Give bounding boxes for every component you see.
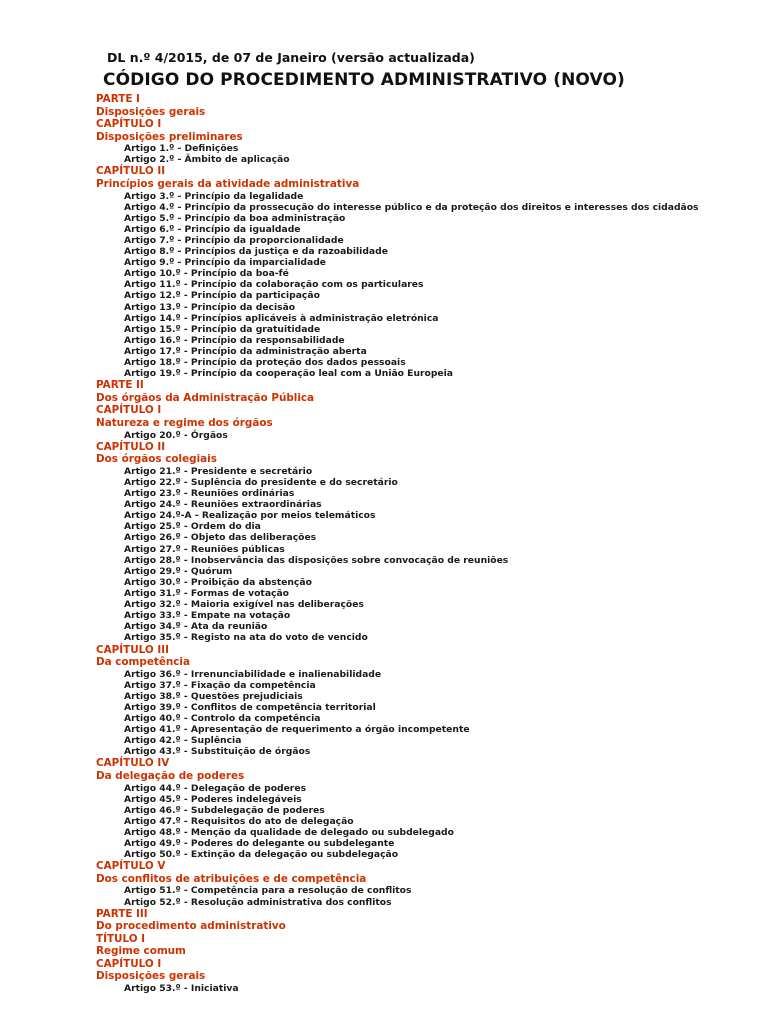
table-of-contents [0, 93, 768, 994]
toc-heading: CAPÍTULO I [96, 118, 162, 131]
toc-heading: Dos órgãos da Administração Pública [96, 391, 315, 404]
toc-article-link[interactable]: Artigo 33.º - Empate na votação [124, 610, 291, 622]
toc-article-link[interactable]: Artigo 52.º - Resolução administrativa dos conflitos [124, 896, 392, 908]
toc-heading: CAPÍTULO II [96, 440, 166, 453]
toc-article-link[interactable]: Artigo 23.º - Reuniões ordinárias [124, 487, 295, 499]
toc-heading: Dos órgãos colegiais [96, 453, 217, 466]
toc-article-link[interactable]: Artigo 15.º - Princípio da gratuitidade [124, 323, 321, 335]
toc-article-link[interactable]: Artigo 53.º - Iniciativa [124, 982, 239, 994]
toc-heading: Disposições preliminares [96, 130, 243, 143]
toc-article-link[interactable]: Artigo 36.º - Irrenunciabilidade e inalienabilidade [124, 668, 382, 680]
toc-heading: Regime comum [96, 945, 186, 958]
toc-article-link[interactable]: Artigo 11.º - Princípio da colaboração com os particulares [124, 279, 424, 291]
toc-heading: Natureza e regime dos órgãos [96, 417, 273, 429]
toc-article-link[interactable]: Artigo 32.º - Maioria exigível nas deliberações [124, 599, 364, 611]
toc-article-link[interactable]: Artigo 24.º-A - Realização por meios telemáticos [124, 510, 376, 522]
toc-article-link[interactable]: Artigo 41.º - Apresentação de requerimento a órgão incompetente [124, 724, 470, 736]
toc-article-link[interactable]: Artigo 2.º - Âmbito de aplicação [124, 154, 290, 166]
toc-article-link[interactable]: Artigo 46.º - Subdelegação de poderes [124, 804, 325, 816]
toc-article-link[interactable]: Artigo 51.º - Competência para a resolução de conflitos [124, 885, 412, 897]
toc-article-link[interactable]: Artigo 40.º - Controlo da competência [124, 713, 321, 725]
toc-article-link[interactable]: Artigo 17.º - Princípio da administração aberta [124, 346, 367, 358]
toc-article-link[interactable]: Artigo 49.º - Poderes do delegante ou subdelegante [124, 838, 395, 850]
toc-article-link[interactable]: Artigo 38.º - Questões prejudiciais [124, 690, 303, 702]
toc-article-link[interactable]: Artigo 8.º - Princípios da justiça e da razoabilidade [124, 246, 388, 258]
toc-article-link[interactable]: Artigo 3.º - Princípio da legalidade [124, 190, 304, 202]
toc-article-link[interactable]: Artigo 14.º - Princípios aplicáveis à administração eletrónica [124, 312, 439, 324]
toc-heading: Da competência [96, 656, 191, 669]
toc-article-link[interactable]: Artigo 16.º - Princípio da responsabilidade [124, 334, 345, 346]
toc-heading: CAPÍTULO I [96, 957, 162, 970]
toc-heading: CAPÍTULO I [96, 404, 162, 417]
toc-article-link[interactable]: Artigo 9.º - Princípio da imparcialidade [124, 257, 327, 269]
toc-heading: Dos conflitos de atribuições e de competência [96, 872, 367, 885]
toc-article-link[interactable]: Artigo 26.º - Objeto das deliberações [124, 532, 317, 544]
toc-article-link[interactable]: Artigo 30.º - Proibição da abstenção [124, 576, 312, 588]
toc-article-link[interactable]: Artigo 13.º - Princípio da decisão [124, 301, 296, 313]
toc-article-link[interactable]: Artigo 21.º - Presidente e secretário [124, 465, 313, 477]
toc-article-link[interactable]: Artigo 42.º - Suplência [124, 735, 242, 747]
toc-article-link[interactable]: Artigo 37.º - Fixação da competência [124, 679, 316, 691]
toc-heading: Disposições gerais [96, 970, 206, 983]
toc-article-link[interactable]: Artigo 24.º - Reuniões extraordinárias [124, 499, 322, 511]
toc-heading: Do procedimento administrativo [96, 920, 286, 933]
toc-article-link[interactable]: Artigo 10.º - Princípio da boa-fé [124, 268, 289, 280]
toc-article-link[interactable]: Artigo 6.º - Princípio da igualdade [124, 223, 301, 235]
toc-article-link[interactable]: Artigo 25.º - Ordem do dia [124, 521, 261, 533]
toc-article-link[interactable]: Artigo 22.º - Suplência do presidente e do secretário [124, 476, 398, 488]
toc-article-link[interactable]: Artigo 19.º - Princípio da cooperação leal com a União Europeia [124, 368, 453, 380]
toc-heading: CAPÍTULO II [96, 165, 166, 178]
toc-heading: PARTE II [96, 379, 144, 392]
toc-article-link[interactable]: Artigo 50.º - Extinção da delegação ou subdelegação [124, 849, 399, 861]
toc-heading: PARTE III [96, 907, 148, 920]
document-title: CÓDIGO DO PROCEDIMENTO ADMINISTRATIVO (NOVO) [103, 70, 625, 90]
toc-heading: CAPÍTULO V [96, 860, 166, 873]
toc-heading: CAPÍTULO III [96, 643, 169, 656]
toc-article-link[interactable]: Artigo 43.º - Substituição de órgãos [124, 746, 311, 758]
toc-article-link[interactable]: Artigo 20.º - Órgãos [124, 429, 228, 441]
toc-article-link[interactable]: Artigo 12.º - Princípio da participação [124, 290, 320, 302]
toc-article-link[interactable]: Artigo 5.º - Princípio da boa administração [124, 212, 346, 224]
toc-article-link[interactable]: Artigo 31.º - Formas de votação [124, 587, 289, 599]
toc-article-link[interactable]: Artigo 35.º - Registo na ata do voto de vencido [124, 632, 368, 644]
toc-article-link[interactable]: Artigo 4.º - Princípio da prossecução do interesse público e da proteção dos direitos e interesses dos cidadãos [124, 201, 699, 213]
toc-heading: TÍTULO I [96, 932, 146, 945]
toc-heading: CAPÍTULO IV [96, 757, 170, 770]
toc-article-link[interactable]: Artigo 1.º - Definições [124, 143, 239, 155]
toc-article-link[interactable]: Artigo 18.º - Princípio da proteção dos dados pessoais [124, 357, 406, 369]
toc-article-link[interactable]: Artigo 48.º - Menção da qualidade de delegado ou subdelegado [124, 827, 454, 838]
toc-article-link[interactable]: Artigo 29.º - Quórum [124, 565, 233, 577]
toc-heading: Princípios gerais da atividade administrativa [96, 177, 360, 190]
toc-article-link[interactable]: Artigo 39.º - Conflitos de competência territorial [124, 701, 376, 713]
toc-heading: PARTE I [96, 93, 140, 105]
toc-heading: Da delegação de poderes [96, 770, 245, 783]
toc-article-link[interactable]: Artigo 45.º - Poderes indelegáveis [124, 793, 302, 805]
toc-article-link[interactable]: Artigo 44.º - Delegação de poderes [124, 782, 307, 794]
toc-article-link[interactable]: Artigo 7.º - Princípio da proporcionalidade [124, 234, 344, 246]
document-subtitle: DL n.º 4/2015, de 07 de Janeiro (versão actualizada) [107, 50, 475, 65]
toc-article-link[interactable]: Artigo 28.º - Inobservância das disposições sobre convocação de reuniões [124, 554, 509, 566]
toc-heading: Disposições gerais [96, 105, 206, 118]
toc-article-link[interactable]: Artigo 27.º - Reuniões públicas [124, 543, 285, 555]
toc-article-link[interactable]: Artigo 34.º - Ata da reunião [124, 621, 268, 633]
toc-article-link[interactable]: Artigo 47.º - Requisitos do ato de delegação [124, 815, 354, 827]
